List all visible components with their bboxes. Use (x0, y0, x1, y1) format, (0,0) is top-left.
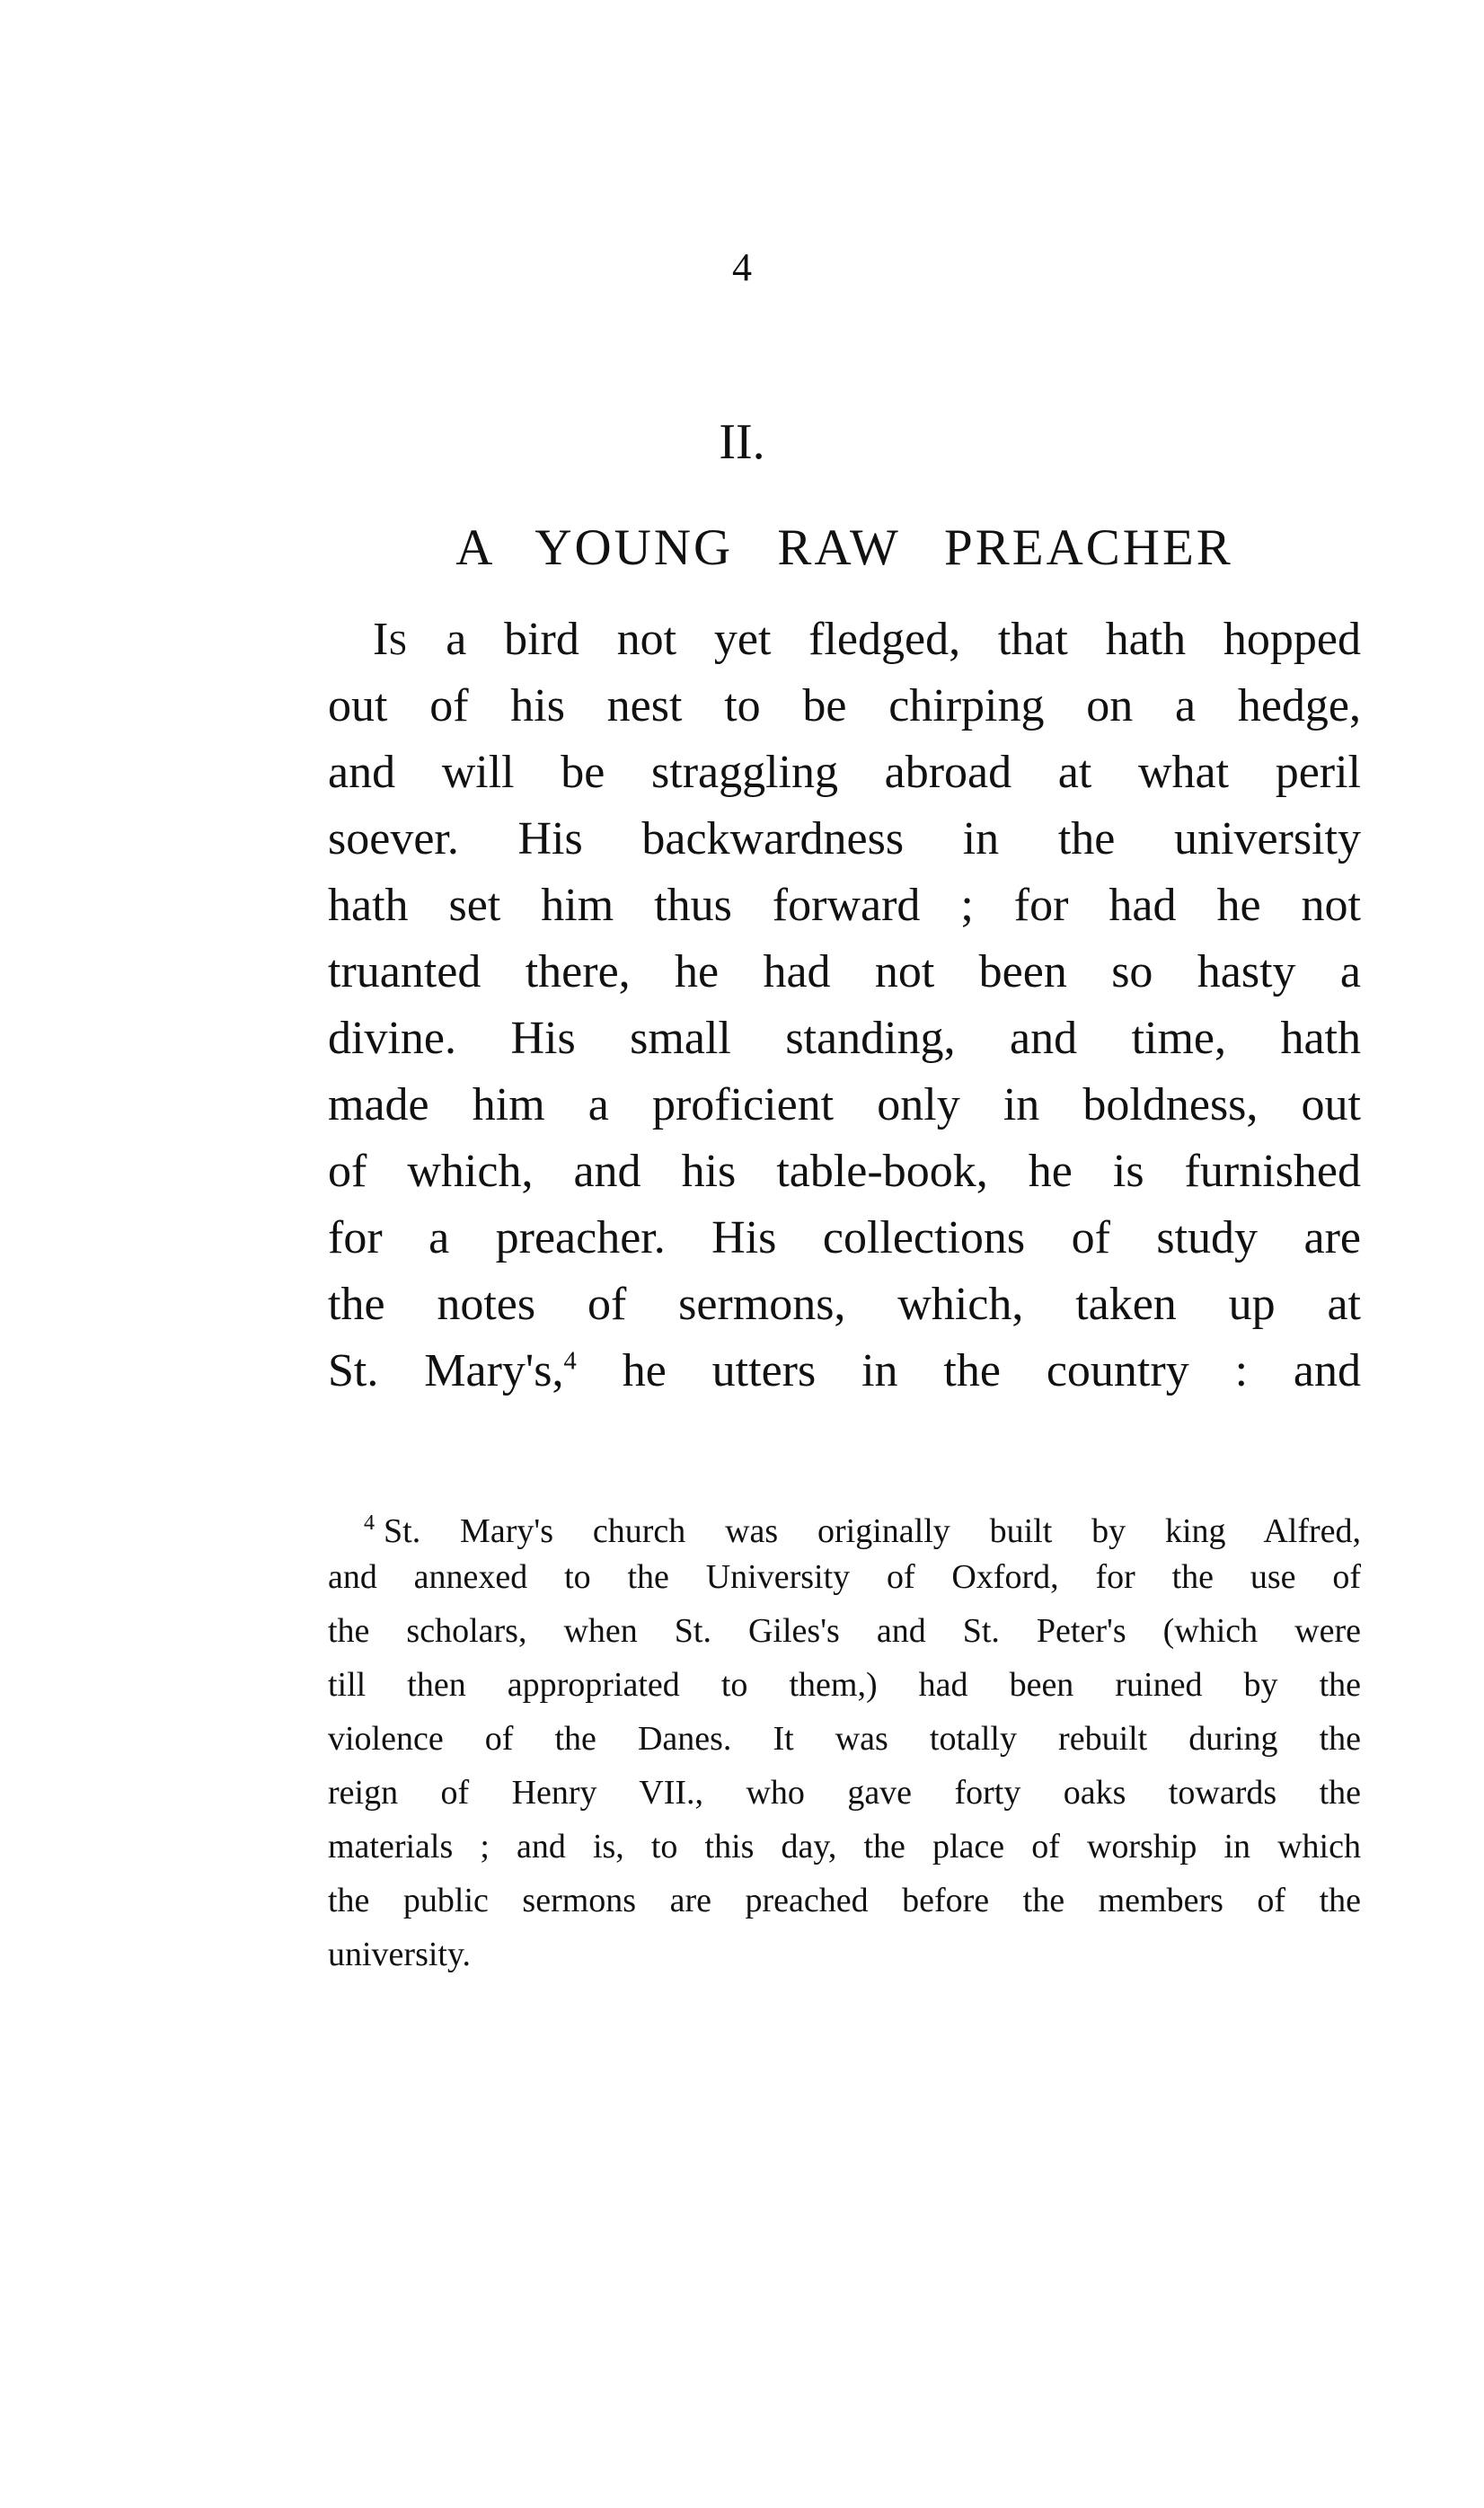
footnote-line: the scholars, when St. Giles's and St. Peter's (which were (328, 1612, 1361, 1650)
footnote-line: the public sermons are preached before the members of the (328, 1882, 1361, 1919)
footnote-line: $^4$ St. Mary's church was originally built by king Alfred, (364, 1511, 1361, 1550)
footnote-line: violence of the Danes. It was totally rebuilt during the (328, 1720, 1361, 1758)
body-text (328, 607, 1361, 1405)
body-line: soever. His backwardness in the university (328, 813, 1361, 864)
chapter-title: A YOUNG RAW PREACHER (455, 519, 1233, 576)
footnote-marker: 4 (364, 1511, 375, 1535)
body-line: hath set him thus forward ; for had he not (328, 880, 1361, 931)
footnote-reference: 4 (563, 1347, 577, 1376)
initial-letter: I (373, 614, 389, 665)
page-number: 4 (732, 245, 752, 289)
body-line: made him a proficient only in boldness, out (328, 1079, 1361, 1130)
body-line: for a preacher. His collections of study are (328, 1212, 1361, 1263)
body-line: out of his nest to be chirping on a hedge, (328, 680, 1361, 731)
body-line: IS a bird not yet fledged, that hath hopped (373, 614, 1362, 665)
body-line: and will be straggling abroad at what peril (328, 747, 1361, 798)
footnote-line: university. (328, 1936, 472, 1973)
footnote-line: reign of Henry VII., who gave forty oaks towards the (328, 1774, 1361, 1812)
footnote-line: and annexed to the University of Oxford, for the use of (328, 1558, 1361, 1596)
footnote-line: materials ; and is, to this day, the place of worship in which (328, 1828, 1361, 1865)
body-line: truanted there, he had not been so hasty a (328, 946, 1361, 997)
body-line: of which, and his table-book, he is furnished (328, 1146, 1361, 1197)
body-line: St. Mary's,$^4$ he utters in the country : and (328, 1345, 1362, 1396)
body-line: divine. His small standing, and time, hath (328, 1013, 1361, 1064)
body-line: the notes of sermons, which, taken up at (328, 1279, 1361, 1330)
footnote (328, 1496, 1361, 1981)
footnote-line: till then appropriated to them,) had been ruined by the (328, 1666, 1361, 1704)
initial-smallcap: S (388, 625, 409, 662)
chapter-number: II. (719, 414, 765, 470)
